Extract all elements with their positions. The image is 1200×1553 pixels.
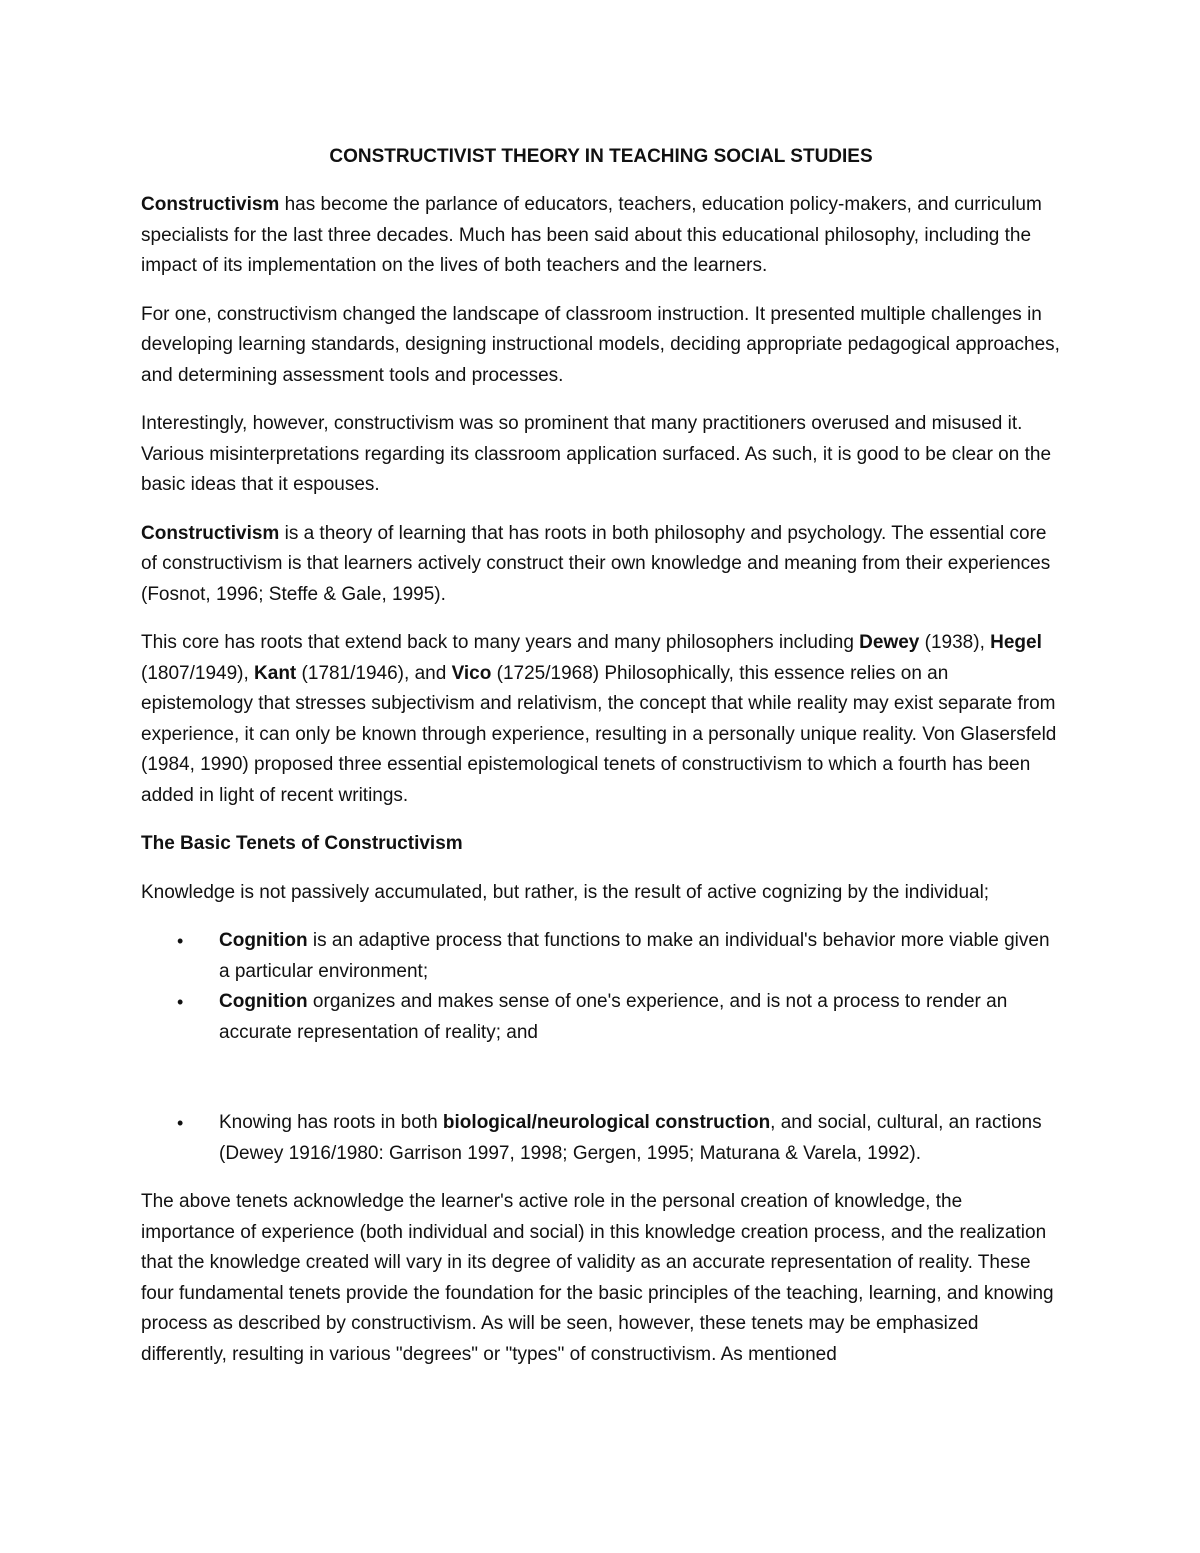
roots-text-2: (1938),	[919, 632, 991, 653]
paragraph-intro	[141, 190, 1061, 282]
list-item-text: , and social, cultural, an ractions (Dewey 1916/1980: Garrison 1997, 1998; Gergen, 1995; Maturana & Varela, 1992).	[219, 1112, 1042, 1164]
roots-text-5: (1725/1968) Philosophically, this essence relies on an epistemology that stresses subjectivism and relativism, the concept that while reality may exist separate from experience, it can only be known through experience, resulting in a personally unique reality. Von Glasersfeld (1984, 1990) proposed three essential epistemological tenets of constructivism to which a fourth has been added in light of recent writings.	[141, 662, 1057, 806]
list-item-text: is an adaptive process that functions to make an individual's behavior more viable given a particular environment;	[219, 930, 1050, 982]
name-hegel: Hegel	[990, 632, 1042, 653]
list-item-text: organizes and makes sense of one's experience, and is not a process to render an accurate representation of reality; and	[219, 991, 1008, 1043]
name-dewey: Dewey	[859, 632, 920, 653]
list-item	[141, 987, 1061, 1048]
paragraph-definition	[141, 519, 1061, 611]
roots-text-1: This core has roots that extend back to many years and many philosophers including	[141, 632, 860, 653]
paragraph-misuse: Interestingly, however, constructivism was so prominent that many practitioners overused and misused it. Various misinterpretations regarding its classroom application surfaced. As such, it is good to be clear on the basic ideas that it espouses.	[141, 413, 1052, 495]
bullet-icon: •	[177, 931, 184, 951]
paragraph-landscape: For one, constructivism changed the landscape of classroom instruction. It presented multiple challenges in developing learning standards, designing instructional models, deciding appropriate pedagogical approaches, and determining assessment tools and processes.	[141, 303, 1060, 386]
section-heading: The Basic Tenets of Constructivism	[141, 833, 463, 854]
name-vico: Vico	[451, 662, 492, 684]
document-body	[141, 142, 1061, 1388]
paragraph-summary: The above tenets acknowledge the learner's active role in the personal creation of knowledge, the importance of experience (both individual and social) in this knowledge creation process, and the realization that the knowledge created will vary in its degree of validity as an accurate representation of reality. These four fundamental tenets provide the foundation for the basic principles of the teaching, learning, and knowing process as described by constructivism. As will be seen, however, these tenets may be emphasized differently, resulting in various "degrees" or "types" of constructivism. As mentioned	[141, 1191, 1054, 1365]
term-cognition: Cognition	[219, 930, 308, 951]
tenets-list	[141, 926, 1061, 1169]
term-biological-construction: biological/neurological construction	[442, 1112, 771, 1133]
document-title: CONSTRUCTIVIST THEORY IN TEACHING SOCIAL STUDIES	[329, 146, 873, 167]
paragraph-knowledge: Knowledge is not passively accumulated, but rather, is the result of active cognizing by the individual;	[141, 881, 990, 903]
roots-text-4: (1781/1946), and	[296, 662, 452, 684]
paragraph-roots	[141, 628, 1061, 811]
paragraph-intro-text: has become the parlance of educators, teachers, education policy-makers, and curriculum specialists for the last three decades. Much has been said about this educational philosophy, including the impact of its implementation on the lives of both teachers and the learners.	[141, 194, 1042, 276]
term-constructivism: Constructivism	[141, 194, 280, 215]
term-cognition: Cognition	[219, 991, 308, 1012]
list-item	[141, 1108, 1061, 1169]
bullet-icon: •	[177, 992, 184, 1012]
list-item-text: Knowing has roots in both	[219, 1112, 443, 1133]
paragraph-definition-text: is a theory of learning that has roots in both philosophy and psychology. The essential core of constructivism is that learners actively construct their own knowledge and meaning from their experiences (Fosnot, 1996; Steffe & Gale, 1995).	[141, 522, 1051, 605]
name-kant: Kant	[254, 662, 297, 684]
term-constructivism: Constructivism	[141, 522, 280, 544]
list-item	[141, 926, 1061, 987]
bullet-icon: •	[177, 1113, 184, 1133]
roots-text-3: (1807/1949),	[141, 662, 255, 684]
